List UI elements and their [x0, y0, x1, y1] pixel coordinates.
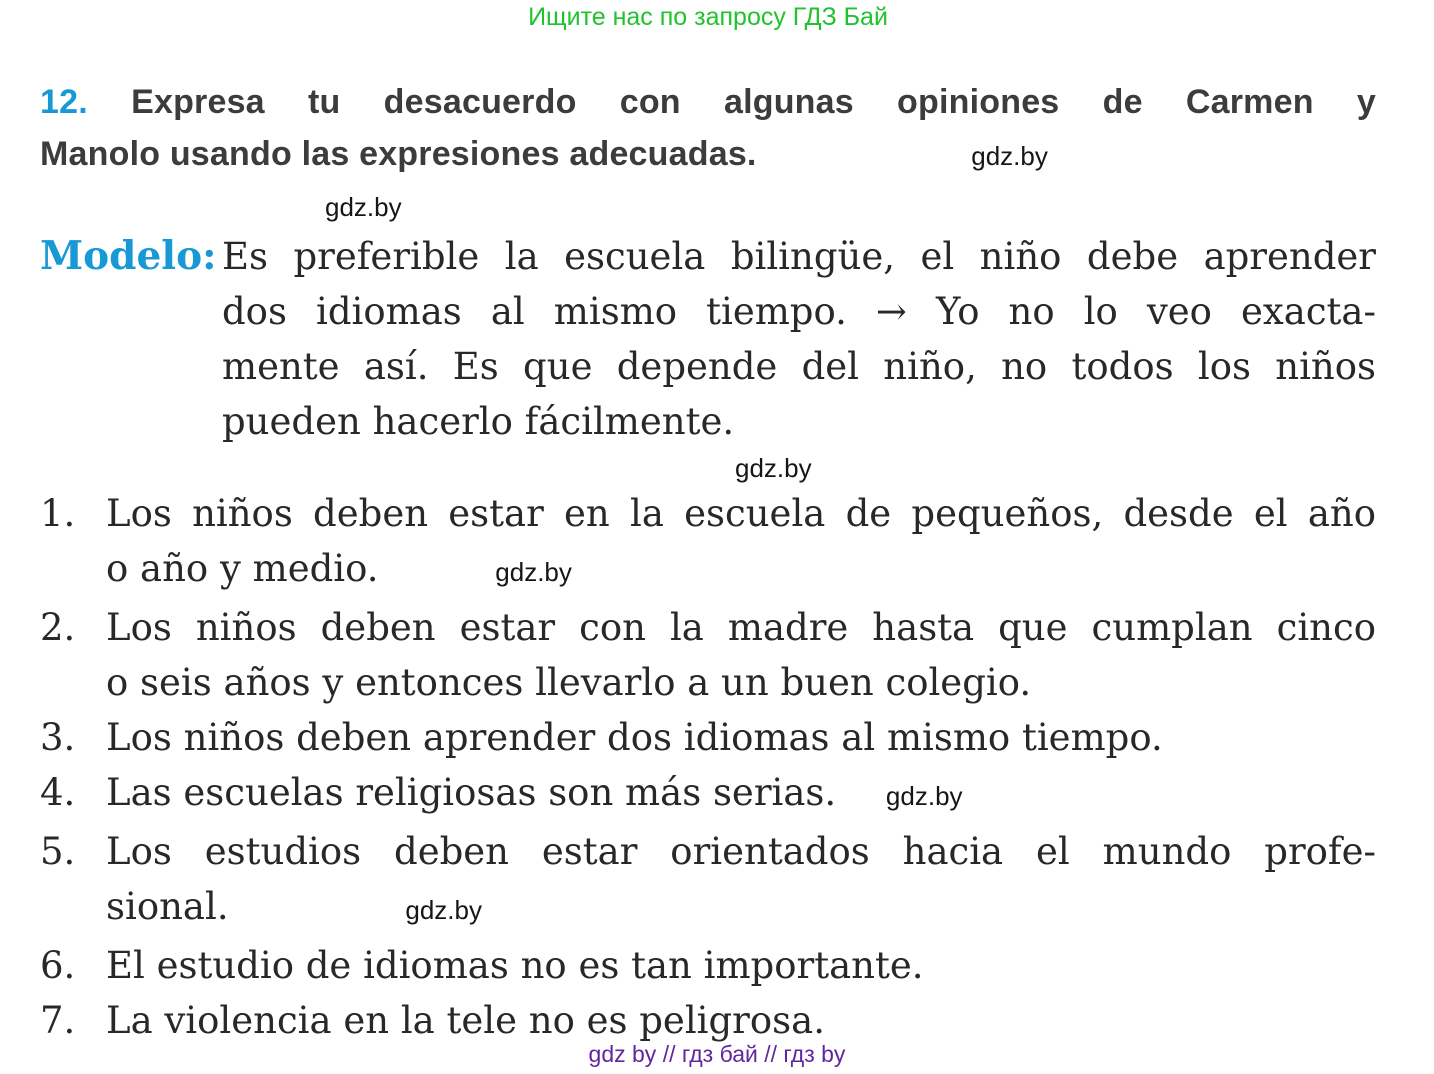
item-1-line-2: [106, 541, 1376, 600]
item-number: 7.: [40, 999, 76, 1042]
item-1-line-1: Los niños deben estar en la escuela de pequeños, desde el año: [106, 492, 1376, 535]
exercise-number: 12.: [40, 83, 88, 121]
model-line-1: Es preferible la escuela bilingüe, el niño debe aprender: [222, 235, 1376, 278]
model-line-2: dos idiomas al mismo tiempo. → Yo no lo veo exacta-: [222, 290, 1376, 333]
item-text: [106, 600, 1376, 710]
list-item-4: [40, 765, 1376, 824]
instruction-line-2: [40, 128, 1376, 182]
item-text: [106, 938, 1376, 993]
item-6-line-1: El estudio de idiomas no es tan importante.: [106, 944, 924, 987]
item-3-line-1: Los niños deben aprender dos idiomas al mismo tiempo.: [106, 716, 1163, 759]
gdz-watermark: gdz.by: [405, 895, 482, 925]
item-2-line-2: o seis años y entonces llevarlo a un buen colegio.: [106, 661, 1032, 704]
model-line-4: pueden hacerlo fácilmente.: [222, 400, 735, 443]
exercise-instruction: [40, 76, 1376, 182]
gdz-watermark: gdz.by: [495, 557, 572, 587]
list-item-2: [40, 600, 1376, 710]
item-4-line-1: [106, 765, 1376, 824]
model-text: [222, 229, 1376, 449]
item-7-line-1: La violencia en la tele no es peligrosa.: [106, 999, 825, 1042]
item-number: 5.: [40, 830, 76, 873]
gdz-watermark: gdz.by: [971, 141, 1048, 171]
item-4-line-1-text: Las escuelas religiosas son más serias.: [106, 771, 837, 814]
instruction-line-1: [40, 76, 1376, 128]
instruction-line-2-text: Manolo usando las expresiones adecuadas.: [40, 135, 757, 173]
bottom-watermark: gdz by // гдз бай // гдз by: [588, 1041, 846, 1067]
gdz-watermark: gdz.by: [325, 192, 402, 222]
item-1-line-2-text: o año y medio.: [106, 547, 379, 590]
item-text: [106, 486, 1376, 600]
item-5-line-2: [106, 879, 1376, 938]
list-item-1: [40, 486, 1376, 600]
item-text: [106, 993, 1376, 1048]
item-number: 6.: [40, 944, 76, 987]
gdz-watermark: gdz.by: [885, 781, 963, 811]
item-5-line-1: Los estudios deben estar orientados hacia el mundo profe-: [106, 830, 1376, 873]
instruction-line-1-text: Expresa tu desacuerdo con algunas opiniones de Carmen y: [131, 83, 1376, 121]
item-number: 1.: [40, 492, 76, 535]
item-2-line-1: Los niños deben estar con la madre hasta que cumplan cinco: [106, 606, 1376, 649]
item-text: [106, 710, 1376, 765]
item-number: 2.: [40, 606, 76, 649]
model-example: [40, 229, 1376, 449]
gdz-watermark: gdz.by: [735, 453, 812, 483]
item-5-line-2-text: sional.: [106, 885, 229, 928]
item-text: [106, 824, 1376, 938]
opinion-list: [40, 486, 1376, 1048]
list-item-3: [40, 710, 1376, 765]
item-number: 4.: [40, 771, 76, 814]
model-line-3: mente así. Es que depende del niño, no todos los niños: [222, 345, 1376, 388]
list-item-6: [40, 938, 1376, 993]
item-number: 3.: [40, 716, 76, 759]
list-item-7: [40, 993, 1376, 1048]
model-label: Modelo:: [40, 233, 217, 279]
item-text: [106, 765, 1376, 824]
list-item-5: [40, 824, 1376, 938]
top-watermark: Ищите нас по запросу ГДЗ Бай: [528, 3, 888, 31]
